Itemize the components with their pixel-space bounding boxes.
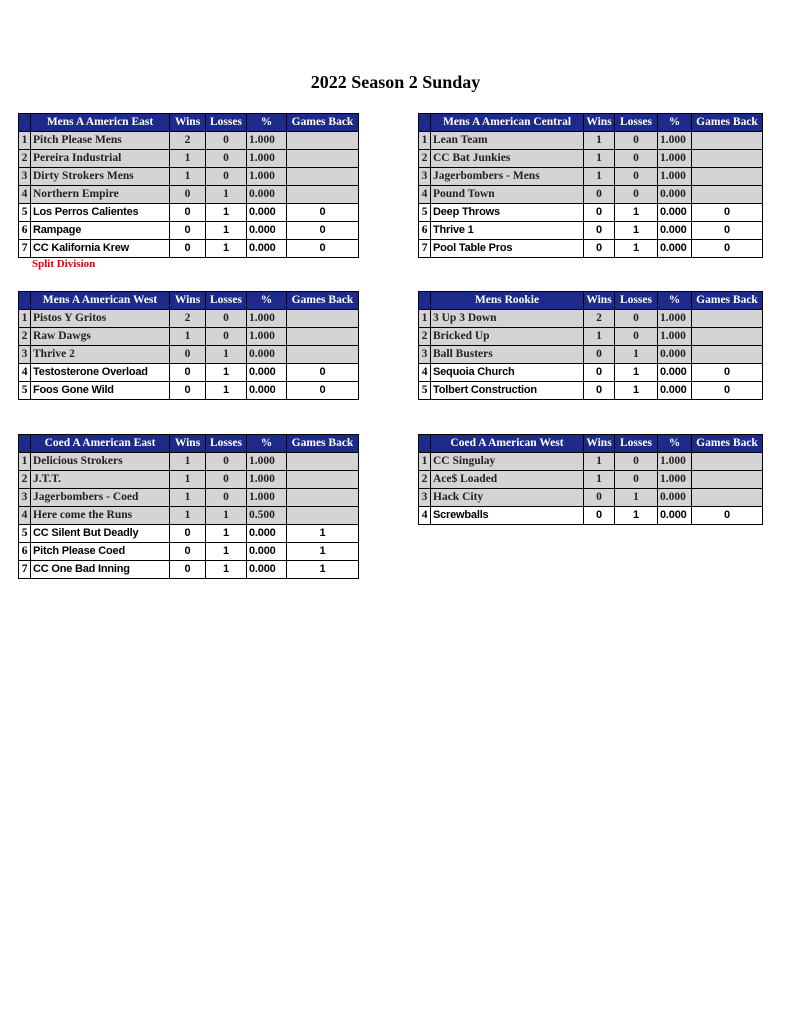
division-name-header: Mens A American Central [431, 114, 584, 132]
pct-cell: 0.000 [247, 525, 287, 543]
table-row [419, 150, 763, 168]
losses-cell: 1 [615, 346, 658, 364]
losses-cell: 1 [615, 364, 658, 382]
games-back-cell [692, 346, 763, 364]
pct-cell: 1.000 [247, 471, 287, 489]
table-row [19, 240, 359, 258]
wins-cell: 1 [170, 489, 206, 507]
games-back-cell: 0 [692, 240, 763, 258]
rank-cell: 6 [19, 543, 31, 561]
table-row [19, 561, 359, 579]
pct-header: % [247, 435, 287, 453]
games-back-cell [287, 132, 359, 150]
wins-cell: 0 [584, 489, 615, 507]
pct-cell: 1.000 [658, 328, 692, 346]
games-back-cell [287, 346, 359, 364]
wins-header: Wins [170, 292, 206, 310]
rank-cell: 2 [19, 328, 31, 346]
header-rank-cell [419, 292, 431, 310]
losses-cell: 1 [206, 346, 247, 364]
team-name-cell: Pereira Industrial [31, 150, 170, 168]
wins-cell: 1 [584, 168, 615, 186]
table-row [419, 507, 763, 525]
team-name-cell: Thrive 2 [31, 346, 170, 364]
losses-cell: 0 [615, 168, 658, 186]
pct-cell: 1.000 [247, 168, 287, 186]
header-rank-cell [19, 114, 31, 132]
losses-header: Losses [206, 114, 247, 132]
table-row [19, 525, 359, 543]
rank-cell: 3 [419, 168, 431, 186]
games-back-cell [692, 489, 763, 507]
pct-cell: 0.000 [247, 382, 287, 400]
table-row [419, 204, 763, 222]
team-name-cell: Sequoia Church [431, 364, 584, 382]
pct-cell: 1.000 [658, 132, 692, 150]
pct-cell: 1.000 [658, 471, 692, 489]
games-back-cell: 0 [692, 507, 763, 525]
games-back-cell: 0 [692, 382, 763, 400]
games-back-header: Games Back [287, 435, 359, 453]
team-name-cell: Testosterone Overload [31, 364, 170, 382]
team-name-cell: Hack City [431, 489, 584, 507]
table-row [419, 453, 763, 471]
games-back-cell [287, 453, 359, 471]
rank-cell: 2 [19, 150, 31, 168]
losses-cell: 0 [206, 150, 247, 168]
table-row [419, 346, 763, 364]
table-row [19, 186, 359, 204]
team-name-cell: 3 Up 3 Down [431, 310, 584, 328]
losses-cell: 1 [615, 222, 658, 240]
pct-cell: 1.000 [247, 489, 287, 507]
table-header-row [419, 292, 763, 310]
team-name-cell: Tolbert Construction [431, 382, 584, 400]
wins-cell: 2 [170, 310, 206, 328]
team-name-cell: Pound Town [431, 186, 584, 204]
losses-cell: 1 [615, 204, 658, 222]
games-back-cell [692, 453, 763, 471]
team-name-cell: Jagerbombers - Coed [31, 489, 170, 507]
losses-header: Losses [206, 435, 247, 453]
rank-cell: 4 [19, 186, 31, 204]
table-row [419, 471, 763, 489]
table-row [19, 507, 359, 525]
games-back-cell [692, 328, 763, 346]
team-name-cell: CC Silent But Deadly [31, 525, 170, 543]
table-row [419, 168, 763, 186]
table-row [419, 240, 763, 258]
losses-cell: 0 [206, 132, 247, 150]
team-name-cell: Pitch Please Coed [31, 543, 170, 561]
table-row [419, 364, 763, 382]
table-row [19, 471, 359, 489]
wins-cell: 0 [584, 240, 615, 258]
wins-cell: 0 [170, 382, 206, 400]
team-name-cell: Raw Dawgs [31, 328, 170, 346]
wins-cell: 0 [170, 525, 206, 543]
games-back-header: Games Back [692, 435, 763, 453]
wins-cell: 0 [584, 382, 615, 400]
wins-cell: 1 [584, 132, 615, 150]
games-back-cell [692, 310, 763, 328]
table-row [419, 222, 763, 240]
pct-cell: 0.500 [247, 507, 287, 525]
team-name-cell: CC Bat Junkies [431, 150, 584, 168]
games-back-cell: 0 [287, 222, 359, 240]
games-back-cell [287, 150, 359, 168]
table-row [19, 364, 359, 382]
pct-cell: 1.000 [658, 310, 692, 328]
table-row [19, 132, 359, 150]
pct-header: % [658, 435, 692, 453]
table-row [419, 328, 763, 346]
standings-table [418, 434, 763, 525]
rank-cell: 3 [19, 168, 31, 186]
pct-header: % [658, 114, 692, 132]
wins-cell: 1 [170, 471, 206, 489]
losses-cell: 1 [615, 507, 658, 525]
rank-cell: 1 [419, 310, 431, 328]
games-back-cell [692, 471, 763, 489]
losses-header: Losses [206, 292, 247, 310]
rank-cell: 5 [19, 525, 31, 543]
team-name-cell: Jagerbombers - Mens [431, 168, 584, 186]
table-row [19, 453, 359, 471]
losses-cell: 0 [615, 471, 658, 489]
games-back-cell [287, 507, 359, 525]
division-name-header: Mens Rookie [431, 292, 584, 310]
rank-cell: 7 [19, 240, 31, 258]
games-back-cell: 1 [287, 525, 359, 543]
rank-cell: 7 [419, 240, 431, 258]
table-header-row [19, 114, 359, 132]
rank-cell: 2 [419, 328, 431, 346]
losses-cell: 1 [206, 240, 247, 258]
losses-cell: 1 [206, 364, 247, 382]
wins-cell: 0 [584, 186, 615, 204]
table-row [419, 489, 763, 507]
losses-cell: 1 [206, 507, 247, 525]
pct-cell: 0.000 [658, 382, 692, 400]
pct-header: % [247, 292, 287, 310]
wins-header: Wins [584, 435, 615, 453]
team-name-cell: Pitch Please Mens [31, 132, 170, 150]
losses-cell: 1 [206, 186, 247, 204]
team-name-cell: CC One Bad Inning [31, 561, 170, 579]
rank-cell: 1 [19, 132, 31, 150]
pct-cell: 0.000 [247, 240, 287, 258]
standings-table [18, 291, 359, 400]
split-division-note: Split Division [32, 258, 96, 270]
table-row [419, 382, 763, 400]
rank-cell: 2 [19, 471, 31, 489]
pct-cell: 1.000 [247, 310, 287, 328]
team-name-cell: Lean Team [431, 132, 584, 150]
rank-cell: 1 [19, 453, 31, 471]
losses-header: Losses [615, 435, 658, 453]
rank-cell: 1 [19, 310, 31, 328]
games-back-header: Games Back [692, 292, 763, 310]
rank-cell: 3 [419, 489, 431, 507]
rank-cell: 6 [19, 222, 31, 240]
wins-cell: 1 [584, 328, 615, 346]
rank-cell: 5 [419, 204, 431, 222]
losses-cell: 0 [615, 310, 658, 328]
rank-cell: 3 [419, 346, 431, 364]
rank-cell: 4 [19, 507, 31, 525]
losses-header: Losses [615, 114, 658, 132]
wins-header: Wins [584, 114, 615, 132]
pct-cell: 0.000 [247, 346, 287, 364]
wins-cell: 0 [584, 364, 615, 382]
pct-cell: 0.000 [658, 507, 692, 525]
wins-header: Wins [584, 292, 615, 310]
losses-cell: 1 [206, 543, 247, 561]
team-name-cell: Foos Gone Wild [31, 382, 170, 400]
table-row [19, 328, 359, 346]
wins-cell: 1 [170, 328, 206, 346]
standings-table [418, 291, 763, 400]
team-name-cell: Screwballs [431, 507, 584, 525]
team-name-cell: Pool Table Pros [431, 240, 584, 258]
games-back-cell: 0 [692, 364, 763, 382]
division-name-header: Coed A American West [431, 435, 584, 453]
games-back-cell [692, 132, 763, 150]
table-row [19, 222, 359, 240]
standings-table [418, 113, 763, 258]
wins-cell: 0 [170, 543, 206, 561]
wins-cell: 0 [170, 240, 206, 258]
team-name-cell: CC Singulay [431, 453, 584, 471]
team-name-cell: Thrive 1 [431, 222, 584, 240]
header-rank-cell [19, 435, 31, 453]
wins-cell: 1 [584, 453, 615, 471]
losses-cell: 0 [206, 310, 247, 328]
losses-cell: 1 [206, 382, 247, 400]
team-name-cell: CC Kalifornia Krew [31, 240, 170, 258]
losses-cell: 1 [206, 204, 247, 222]
games-back-cell: 0 [287, 364, 359, 382]
table-row [419, 132, 763, 150]
games-back-cell [692, 168, 763, 186]
pct-cell: 0.000 [658, 240, 692, 258]
team-name-cell: J.T.T. [31, 471, 170, 489]
games-back-cell [692, 150, 763, 168]
pct-cell: 0.000 [658, 489, 692, 507]
page-title: 2022 Season 2 Sunday [310, 72, 481, 92]
games-back-header: Games Back [287, 114, 359, 132]
wins-cell: 0 [170, 222, 206, 240]
rank-cell: 1 [419, 132, 431, 150]
rank-cell: 5 [419, 382, 431, 400]
wins-header: Wins [170, 114, 206, 132]
rank-cell: 4 [419, 364, 431, 382]
team-name-cell: Northern Empire [31, 186, 170, 204]
wins-cell: 0 [170, 364, 206, 382]
losses-cell: 0 [615, 186, 658, 204]
wins-cell: 0 [170, 346, 206, 364]
table-row [419, 186, 763, 204]
wins-cell: 1 [584, 150, 615, 168]
games-back-cell: 1 [287, 561, 359, 579]
losses-cell: 0 [206, 168, 247, 186]
rank-cell: 4 [419, 186, 431, 204]
wins-cell: 1 [584, 471, 615, 489]
standings-table [18, 113, 359, 258]
table-header-row [419, 435, 763, 453]
table-row [19, 489, 359, 507]
table-header-row [19, 435, 359, 453]
rank-cell: 4 [419, 507, 431, 525]
team-name-cell: Ace$ Loaded [431, 471, 584, 489]
pct-cell: 1.000 [658, 150, 692, 168]
header-rank-cell [419, 114, 431, 132]
wins-cell: 1 [170, 453, 206, 471]
standings-table [18, 434, 359, 579]
pct-cell: 0.000 [247, 543, 287, 561]
table-row [19, 310, 359, 328]
pct-cell: 1.000 [658, 168, 692, 186]
rank-cell: 2 [419, 471, 431, 489]
losses-cell: 0 [615, 132, 658, 150]
rank-cell: 2 [419, 150, 431, 168]
team-name-cell: Dirty Strokers Mens [31, 168, 170, 186]
losses-header: Losses [615, 292, 658, 310]
games-back-cell: 0 [287, 240, 359, 258]
games-back-cell [287, 328, 359, 346]
losses-cell: 0 [615, 150, 658, 168]
pct-cell: 1.000 [658, 453, 692, 471]
pct-cell: 0.000 [247, 186, 287, 204]
pct-cell: 1.000 [247, 453, 287, 471]
pct-cell: 0.000 [658, 186, 692, 204]
pct-cell: 0.000 [658, 346, 692, 364]
wins-cell: 1 [170, 150, 206, 168]
games-back-cell [692, 186, 763, 204]
rank-cell: 4 [19, 364, 31, 382]
rank-cell: 5 [19, 204, 31, 222]
rank-cell: 5 [19, 382, 31, 400]
losses-cell: 0 [615, 328, 658, 346]
rank-cell: 1 [419, 453, 431, 471]
losses-cell: 1 [206, 222, 247, 240]
games-back-cell: 0 [692, 204, 763, 222]
division-name-header: Mens A Americn East [31, 114, 170, 132]
losses-cell: 1 [206, 561, 247, 579]
losses-cell: 1 [615, 382, 658, 400]
losses-cell: 0 [615, 453, 658, 471]
pct-cell: 0.000 [247, 364, 287, 382]
pct-cell: 0.000 [658, 204, 692, 222]
table-header-row [19, 292, 359, 310]
losses-cell: 1 [615, 240, 658, 258]
games-back-cell: 0 [692, 222, 763, 240]
team-name-cell: Los Perros Calientes [31, 204, 170, 222]
rank-cell: 3 [19, 346, 31, 364]
table-row [19, 150, 359, 168]
division-name-header: Mens A American West [31, 292, 170, 310]
team-name-cell: Delicious Strokers [31, 453, 170, 471]
table-row [19, 543, 359, 561]
wins-cell: 0 [170, 561, 206, 579]
games-back-cell [287, 310, 359, 328]
wins-cell: 0 [170, 204, 206, 222]
games-back-header: Games Back [692, 114, 763, 132]
games-back-cell [287, 489, 359, 507]
team-name-cell: Pistos Y Gritos [31, 310, 170, 328]
wins-cell: 0 [584, 222, 615, 240]
table-row [19, 168, 359, 186]
losses-cell: 0 [206, 489, 247, 507]
pct-cell: 0.000 [658, 364, 692, 382]
table-row [19, 204, 359, 222]
wins-cell: 0 [584, 204, 615, 222]
losses-cell: 0 [206, 453, 247, 471]
pct-cell: 0.000 [247, 561, 287, 579]
table-header-row [419, 114, 763, 132]
team-name-cell: Here come the Runs [31, 507, 170, 525]
team-name-cell: Ball Busters [431, 346, 584, 364]
rank-cell: 6 [419, 222, 431, 240]
wins-cell: 2 [584, 310, 615, 328]
pct-cell: 0.000 [247, 222, 287, 240]
pct-cell: 0.000 [658, 222, 692, 240]
rank-cell: 7 [19, 561, 31, 579]
losses-cell: 0 [206, 328, 247, 346]
rank-cell: 3 [19, 489, 31, 507]
wins-cell: 1 [170, 507, 206, 525]
losses-cell: 1 [206, 525, 247, 543]
wins-cell: 0 [170, 186, 206, 204]
header-rank-cell [419, 435, 431, 453]
pct-cell: 1.000 [247, 328, 287, 346]
pct-cell: 0.000 [247, 204, 287, 222]
games-back-cell: 1 [287, 543, 359, 561]
pct-header: % [658, 292, 692, 310]
pct-cell: 1.000 [247, 150, 287, 168]
games-back-cell [287, 471, 359, 489]
losses-cell: 1 [615, 489, 658, 507]
wins-header: Wins [170, 435, 206, 453]
pct-cell: 1.000 [247, 132, 287, 150]
wins-cell: 0 [584, 507, 615, 525]
team-name-cell: Deep Throws [431, 204, 584, 222]
games-back-cell: 0 [287, 204, 359, 222]
team-name-cell: Rampage [31, 222, 170, 240]
table-row [19, 382, 359, 400]
team-name-cell: Bricked Up [431, 328, 584, 346]
games-back-header: Games Back [287, 292, 359, 310]
wins-cell: 1 [170, 168, 206, 186]
division-name-header: Coed A American East [31, 435, 170, 453]
header-rank-cell [19, 292, 31, 310]
games-back-cell [287, 186, 359, 204]
games-back-cell [287, 168, 359, 186]
pct-header: % [247, 114, 287, 132]
wins-cell: 2 [170, 132, 206, 150]
wins-cell: 0 [584, 346, 615, 364]
losses-cell: 0 [206, 471, 247, 489]
table-row [19, 346, 359, 364]
games-back-cell: 0 [287, 382, 359, 400]
table-row [419, 310, 763, 328]
